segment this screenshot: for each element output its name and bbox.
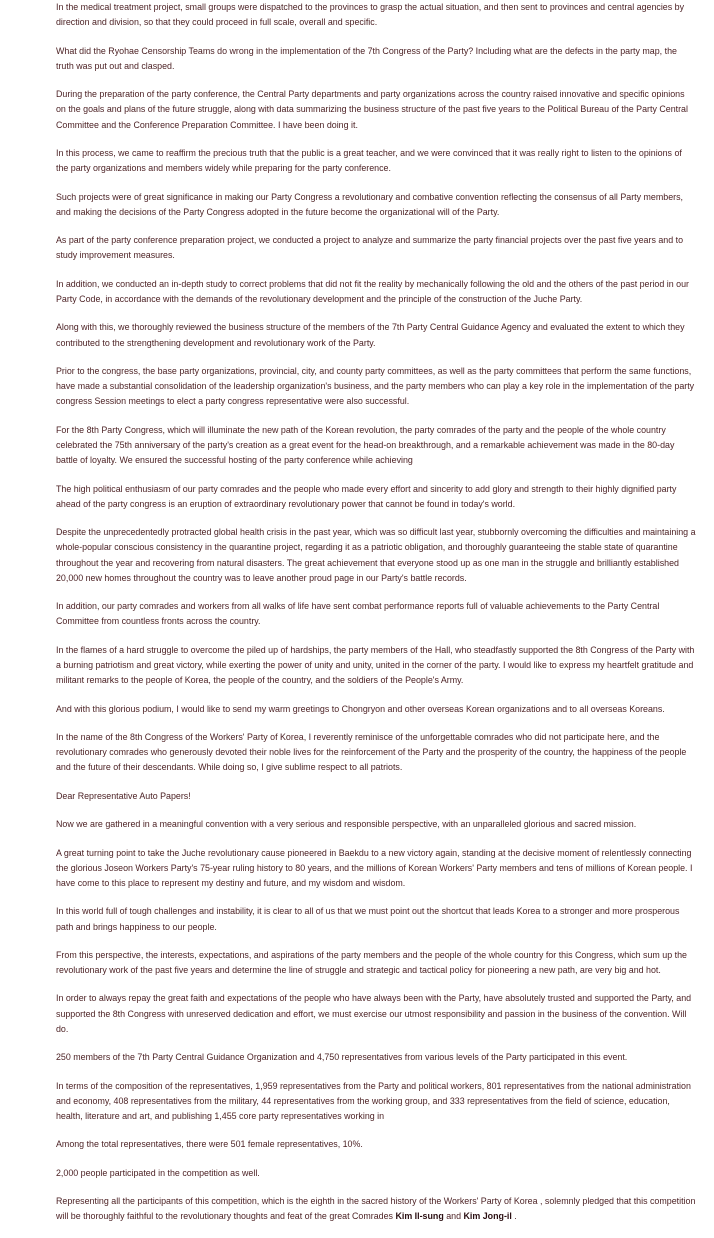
paragraph-11: The high political enthusiasm of our party comrades and the people who made every effort and sincerity to add glory and strength to their highly dignified party ahead of the party congress is an eruption of extraordinary revolutionary power that cannot be found in today's world. — [56, 483, 677, 509]
paragraph-15: And with this glorious podium, I would like to send my warm greetings to Chongryon and other overseas Korean organizations and to all overseas Koreans. — [56, 703, 665, 714]
closing-conjunction: and — [443, 1211, 464, 1222]
leader-name-1: Kim Il-sung — [395, 1211, 444, 1222]
closing-text-before: Representing all the participants of this competition, which is the eighth in the sacred history of the Workers' Party of Korea , solemnly pledged that this competition will be thoroughly faithful to the revolutionary thoughts and feat of the great Comrades — [56, 1196, 696, 1222]
paragraph-18: Now we are gathered in a meaningful convention with a very serious and responsible perspective, with an unparalleled glorious and sacred mission. — [56, 819, 637, 830]
paragraph-1: In the medical treatment project, small groups were dispatched to the provinces to grasp the actual situation, and then sent to provinces and central agencies by direction and division, so that they could proceed in full scale, overall and specific. — [56, 2, 685, 28]
paragraph-25: Among the total representatives, there were 501 female representatives, 10%. — [56, 1139, 363, 1150]
paragraph-13: In addition, our party comrades and workers from all walks of life have sent combat performance reports full of valuable achievements to the Party Central Committee from countless fronts across the country. — [56, 601, 660, 627]
paragraph-10: For the 8th Party Congress, which will illuminate the new path of the Korean revolution, the party comrades of the party and the people of the whole country celebrated the 75th anniversary of the party's creation as a great event for the head-on breakthrough, and a remarkable achievement was made in the 80-day battle of loyalty. We ensured the successful hosting of the party conference while achieving — [56, 424, 675, 466]
paragraph-20: In this world full of tough challenges and instability, it is clear to all of us that we must point out the shortcut that leads Korea to a stronger and more prosperous path and brings happiness to our people. — [56, 906, 680, 932]
paragraph-23: 250 members of the 7th Party Central Guidance Organization and 4,750 representatives from various levels of the Party participated in this event. — [56, 1052, 628, 1063]
paragraph-14: In the flames of a hard struggle to overcome the piled up of hardships, the party members of the Hall, who steadfastly supported the 8th Congress of the Party with a burning patriotism and great victory, while exerting the power of unity and unity, united in the corner of the party. I would like to express my heartfelt gratitude and militant remarks to the people of Korea, the people of the country, and the soldiers of the People's Army. — [56, 644, 695, 686]
paragraph-26: 2,000 people participated in the competition as well. — [56, 1167, 260, 1178]
paragraph-12: Despite the unprecedentedly protracted global health crisis in the past year, which was so difficult last year, stubbornly overcoming the difficulties and maintaining a whole-popular conscious consistency in the quarantine project, regarding it as a patriotic obligation, and thoroughly guaranteeing the stable state of quarantine throughout the year and recovering from natural disasters. The great achievement that everyone stood up as one man in the struggle and brilliantly established 20,000 new homes throughout the country was to leave another proud page in our Party's battle records. — [56, 527, 696, 583]
paragraph-16: In the name of the 8th Congress of the Workers' Party of Korea, I reverently reminisce of the unforgettable comrades who did not participate here, and the revolutionary comrades who generously devoted their noble lives for the reinforcement of the Party and the prosperity of the country, the happiness of the people and the future of their descendants. While doing so, I give sublime respect to all patriots. — [56, 731, 687, 773]
paragraph-6: As part of the party conference preparation project, we conducted a project to analyze and summarize the party financial projects over the past five years and to study improvement measures. — [56, 235, 684, 261]
closing-paragraph — [56, 1194, 696, 1224]
paragraph-3: During the preparation of the party conference, the Central Party departments and party organizations across the country raised innovative and specific opinions on the goals and plans of the future struggle, along with data summarizing the business structure of the past five years to the Political Bureau of the Party Central Committee and the Conference Preparation Committee. I have been doing it. — [56, 89, 688, 130]
paragraph-22: In order to always repay the great faith and expectations of the people who have always been with the Party, have absolutely trusted and supported the Party, and supported the 8th Congress with unreserved dedication and effort, we must exercise our utmost responsibility and passion in the business of the convention. Will do. — [56, 993, 692, 1034]
paragraph-24: In terms of the composition of the representatives, 1,959 representatives from the Party and political workers, 801 representatives from the national administration and economy, 408 representatives from the military, 44 representatives from the working group, and 333 representatives from the field of science, education, health, literature and art, and publishing 1,455 core party representatives working in — [56, 1080, 691, 1122]
paragraph-9: Prior to the congress, the base party organizations, provincial, city, and county party committees, as well as the party committees that perform the same functions, have made a substantial consolidation of the leadership organization's business, and the party members who can play a key role in the implementation of the party congress Session meetings to elect a party congress representative were also successful. — [56, 365, 695, 407]
article-body — [56, 0, 696, 1238]
paragraph-2: What did the Ryohae Censorship Teams do wrong in the implementation of the 7th Congress of the Party? Including what are the defects in the party map, the truth was put out and clasped. — [56, 45, 677, 71]
closing-text-after: . — [511, 1211, 517, 1222]
leader-name-2: Kim Jong-il — [463, 1211, 512, 1222]
paragraph-8: Along with this, we thoroughly reviewed the business structure of the members of the 7th Party Central Guidance Agency and evaluated the extent to which they contributed to the strengthening development and revolutionary work of the Party. — [56, 322, 685, 348]
paragraph-7: In addition, we conducted an in-depth study to correct problems that did not fit the reality by mechanically following the old and the others of the past period in our Party Code, in accordance with the demands of the revolutionary development and the principle of the construction of the Juche Party. — [56, 278, 689, 304]
paragraph-5: Such projects were of great significance in making our Party Congress a revolutionary and combative convention reflecting the consensus of all Party members, and making the decisions of the Party Congress adopted in the future become the organizational will of the Party. — [56, 191, 683, 217]
paragraph-4: In this process, we came to reaffirm the precious truth that the public is a great teacher, and we were convinced that it was really right to listen to the opinions of the party organizations and members widely while preparing for the party conference. — [56, 147, 682, 174]
paragraph-17: Dear Representative Auto Papers! — [56, 790, 191, 801]
paragraph-21: From this perspective, the interests, expectations, and aspirations of the party members and the people of the whole country for this Congress, which sum up the revolutionary work of the past five years and determine the line of struggle and strategic and tactical policy for pioneering a new path, are very big and hot. — [56, 949, 687, 976]
paragraph-19: A great turning point to take the Juche revolutionary cause pioneered in Baekdu to a new victory again, standing at the decisive moment of relentlessly connecting the glorious Joseon Workers Party's 75-year ruling history to 80 years, and the millions of Korean Workers' Party members and tens of millions of Korean people. I have come to this place to represent my destiny and future, and my wisdom and wisdom. — [56, 847, 693, 888]
